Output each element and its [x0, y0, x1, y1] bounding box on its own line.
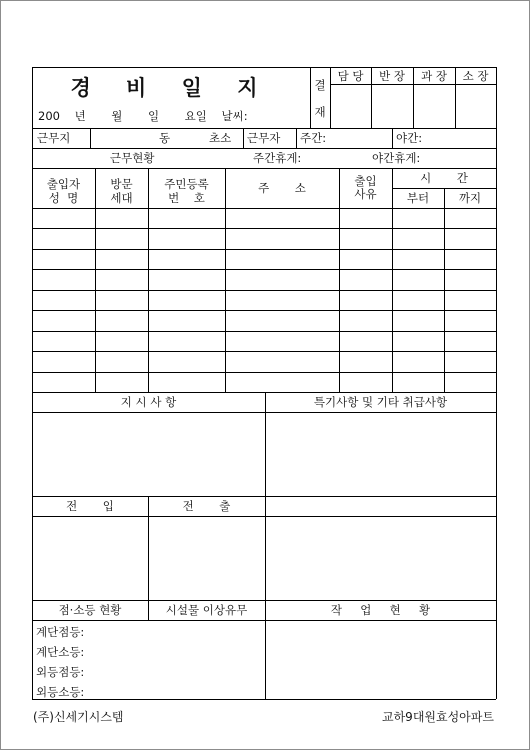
dong-label: 동: [159, 131, 171, 145]
special-notes-label: 특기사항 및 기타 취급사항: [313, 395, 448, 409]
instructions-label: 지 시 사 항: [120, 395, 177, 409]
move-in-label: 전 입: [66, 499, 114, 513]
visitor-row-line: [32, 269, 496, 270]
bottom-header-bottom: [32, 620, 496, 621]
night-rest-label: 야간휴게:: [372, 151, 421, 165]
col-id-number-2: 번 호: [168, 191, 205, 205]
approval-label-top: 결: [314, 78, 326, 92]
col-time-to: 까지: [458, 191, 482, 205]
moves-divider-2: [265, 496, 266, 620]
company-name: (주)신세기시스템: [33, 710, 124, 724]
visitor-row-line: [32, 372, 496, 373]
moves-header-bottom: [32, 516, 496, 517]
visitor-row-line: [32, 331, 496, 332]
col-address: 주 소: [258, 181, 306, 195]
col-id-number-1: 주민등록: [164, 177, 209, 191]
col-reason-2: 사유: [354, 187, 377, 201]
lights-status-label: 점·소등 현황: [58, 603, 122, 617]
work-status-label: 근무현황: [110, 151, 155, 165]
apartment-name: 교하9대원효성아파트: [382, 710, 494, 724]
form-title: 경 비 일 지: [70, 76, 272, 100]
move-out-label: 전 출: [182, 499, 231, 513]
visitor-row-line: [32, 351, 496, 352]
outdoor-light-off-label: 외등소등:: [36, 685, 85, 699]
work-status-section-label: 작 업 현 황: [330, 603, 431, 617]
approver-manager: 과 장: [421, 69, 447, 83]
approval-label-bottom: 재: [314, 105, 326, 119]
facility-status-label: 시설물 이상유무: [165, 603, 248, 617]
col-household-2: 세대: [110, 191, 133, 205]
bottom-top: [32, 600, 496, 601]
info-divider-2: [243, 128, 244, 148]
frame-top: [32, 67, 496, 68]
info-row-top: [32, 128, 496, 129]
duty-place-label: 근무지: [37, 131, 71, 145]
col-time: 시 간: [420, 171, 468, 185]
day-rest-label: 주간휴게:: [253, 151, 302, 165]
post-label: 초소: [209, 131, 232, 145]
worker-label: 근무자: [247, 131, 281, 145]
security-log-form: [32, 67, 496, 699]
moves-top: [32, 496, 496, 497]
instructions-header-bottom: [32, 412, 496, 413]
frame-bottom: [32, 699, 496, 700]
visitor-row-line: [32, 249, 496, 250]
col-time-from: 부터: [406, 191, 430, 205]
visitor-row-line: [32, 290, 496, 291]
day-worker-label: 주간:: [300, 131, 327, 145]
approval-header-line: [330, 84, 496, 85]
instructions-top: [32, 392, 496, 393]
frame-right: [496, 67, 497, 699]
col-household-1: 방문: [110, 177, 133, 191]
visitor-row-line: [32, 228, 496, 229]
status-row-top: [32, 148, 496, 149]
visitor-col-divider-4: [339, 168, 340, 392]
date-weather-line: 200 년 월 일 요일 날씨:: [38, 109, 248, 123]
visitor-table-top: [32, 168, 496, 169]
bottom-divider: [265, 620, 266, 699]
col-visitor-name-1: 출입자: [46, 177, 81, 191]
night-worker-label: 야간:: [396, 131, 423, 145]
time-subheader-line: [392, 188, 496, 189]
stair-light-off-label: 계단소등:: [36, 645, 85, 659]
outdoor-light-on-label: 외등점등:: [36, 665, 85, 679]
visitor-col-divider-3: [225, 168, 226, 392]
info-divider-1: [90, 128, 91, 148]
info-divider-3: [296, 128, 297, 148]
visitor-row-line: [32, 310, 496, 311]
col-reason-1: 출입: [354, 174, 377, 188]
visitor-header-bottom: [32, 208, 496, 209]
approver-staff: 담 당: [337, 69, 364, 83]
moves-divider-1: [148, 496, 149, 620]
approver-chief: 소 장: [462, 69, 489, 83]
stair-light-on-label: 계단점등:: [36, 625, 85, 639]
col-visitor-name-2: 성 명: [48, 191, 79, 205]
info-divider-4: [392, 128, 393, 148]
approver-team-leader: 반 장: [379, 69, 405, 83]
